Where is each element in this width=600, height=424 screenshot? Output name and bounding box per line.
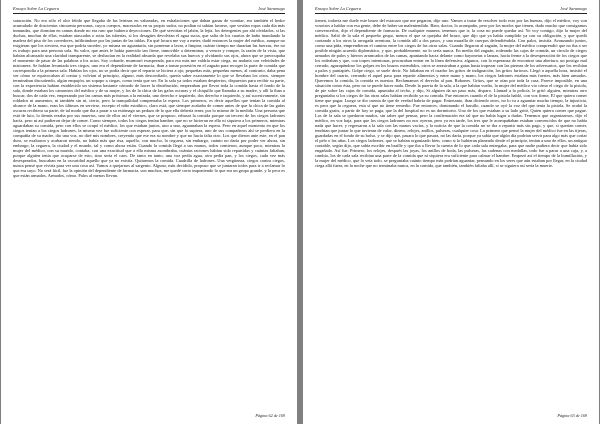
header-rule xyxy=(315,13,587,14)
header-author: José Saramago xyxy=(560,6,587,11)
header-book-title: Ensayo Sobre La Ceguera xyxy=(13,6,60,11)
right-page-header xyxy=(315,6,587,16)
paragraph: saturación. No era sólo el olor fétido que llegaba de las letrinas en vaharadas, en exhalaciones que daban ganas de vomitar, era también el hedor acumulado de doscientas cincuenta personas, cuyos cuerpos, macerados en su propio sudor, no podían ni sabían lavarse, que vestían ropas cada día más inmundas, que dormían en camas donde no era raro que hubiera deyecciones. De qué servirían el jabón, la lejía, los detergentes por ahí olvidados, si las duchas, muchas de ellas, estaban atascadas o rotas las tuberías, si los desagües devolvían el agua sucia, que salía de los cuartos de baño inundando la madera del piso de los corredores, infiltrándose por las juntas de las tablas. En qué locura me voy a meter, dudó entonces la mujer del médico, aunque no exigieran que los sirviera, esa que podría suceder, yo misma no aguantaría, sin ponerme a lavar, a limpiar, cuánto tiempo me durarían las fuerzas, ése no es trabajo para una persona sola. Su valor, que antes le había parecido tan firme, inmovible a determinar, a vencer y romper, la razón de la vista, que habían alcanzado una claridad transparente, se deshacían en la realidad absurda que revelaba sus huecos y olvidando sus ojos, ahora que se preocupaba el momento de pasar de las palabras a los actos. Soy cobarde, murmuró exasperada, para eso más me valdría estar ciega, no andaría con veleidades de misionera. Se habían levantado tres ciegos, uno era el dependiente de farmacia, iban a tomar posesión en el zaguán para recoger la parte de comida que correspondía a la primera sala. Habían los ojos, no se podía decir que el reparto se hiciera a ojo, pequeñas más, pequeñas menos, al contrario, daba pena ver cómo se equivocaban al contar y volvían al principio, alguno, más desconfiado, quería saber exactamente lo que se llevaban los otros, siempre terminaban discutiendo, algún empujón, un sopapo a ciegas, como tenía que ser. En la sala ya todos estaban despiertos, dispuestos para recibir su parte, con la experiencia habían establecido un sistema bastante cómodo de hacer la distribución, empezaban por llevar toda la comida hasta el fondo de la sala, donde estaban los camastros del médico y de su mujer, y los de la chica de las gafas oscuras y el chiquillo que llamaba a su madre, y allí la iban a buscar, dos de cada vez, empezando por las camas más próximas a la entrada, uno derecho e izquierdo, dos derecho e izquierdo, y así sucesivamente, sin roldados ni aumentos, ni también sin ni, cierto, pero la tranquilidad compensaba la espera. Los primeros, es decir aquellos que tenían la comida al alcance de la mano, eran los últimos en servirse, excepto el niño estrábico, claro está, que siempre acababa de comer antes de que la chica de las gafas oscuras recibiera su parte, de tal modo que iba a parar a su estómago un pedazo de lo que ella debería tener, por lo mismo de la medida. Una persona que está de luto, lo demás rezaba por sus muertos, uno de ellos así el viernes, que se propuso, rehusar la comida porque un tercero de los ciegos ladrones hacía, pero ni así pudieron dejar de comer. Como siempre, todos los ciegos tenían hambre, que no se hicieran en ello ni siquiera a los primeros, mientras aguardaban su comida, pero con ellos se ocupó el médico, los que estaban juntos, uno a uno, aguantaban la espera. Pero en aquel momento en que los ciegos tenían a los ciegos ladrones, la misma vez fue suficiente con esperar, para que, sin que lo supiera, uno de sus compañeros ahí se perdiera en la compañía de su madre, dio una voz, no diré mis nombres, creyendo que ese era su nombre y que no hacía falta otro. Los que dieron ante este, en el pan duro, se exaltaron y acabaron riendo, no había más que risa, aquello, con mucho, la ceguera, sin embargo, cuánto no daría por poder ver ahora, sin embargo, la ceguera, la ciudad y el mundo, tal y como ahora están. Cuando la comida llegó a sus manos, todos comieron, aunque poco, mientras la mujer del médico, con su marido, contaba, con una exactitud que a ella misma asombraba, cuántas raciones habían sido repartidas y cuántas faltaban, porque alguien tenía que ocuparse de esto, sino sería el caos. De tanto en tanto, una voz pedía agua, otra pedía pan, y los ciegos, cada vez más desesperados, buscaban en la oscuridad aquello que ya no existía. Quitarmos la comida. Cuadrilla de ladrones. Una vergüenza, ciegos contra ciegos, nunca pensé que viviría para ver una cosa así. Vamos a quejarnos al sargento. Alguno, más decidido, propuso que se juntaran todos para ir a reclamar lo que era suyo. No será fácil, fue la opinión del dependiente de farmacia, son muchos, me quedé corto imponiendo lo que era un grupo grande, y lo peor es que están armados. Armados, cómo. Palos al menos llevan. xyxy=(13,18,285,179)
page-number: Página 63 de 169 xyxy=(557,413,587,418)
header-rule xyxy=(13,13,285,14)
page-number: Página 62 de 169 xyxy=(255,413,285,418)
left-page xyxy=(1,0,297,424)
left-page-body xyxy=(13,18,285,406)
left-page-header xyxy=(13,6,285,16)
header-book-title: Ensayo Sobre La Ceguera xyxy=(315,6,362,11)
right-page-body xyxy=(315,18,587,406)
header-author: José Saramago xyxy=(258,6,285,11)
right-page xyxy=(303,0,599,424)
paragraph: tienen, todavía me duele este brazo del estacazo que me pegaron, dijo uno. Vamos a tratar de resolver todo esto por las buenas, dijo el médico, voy con vosotros a hablar con esa gente, debe de haber un malentendido. Bien, doctor, lo acompaño, pero por los modos que tienen, dudo mucho que consigamos convencerlos, dijo el dependiente de farmacia. De cualquier manera, tenemos que ir, la cosa no puede quedar así. Yo voy contigo, dijo la mujer del médico. Salió de la sala el pequeño grupo, menos el que se quejaba del brazo, que dijo que ya había cumplido ya con su obligación, y que quedó contando a los otros la arrogada aventura, la comida allí a dos pasos, y una muralla de cuerpos defendiéndola. Con palos, insistía. Avanzando juntos, como una piña, emprendieron el camino entre los ciegos de las otras salas. Cuando llegaron al zaguán, la mujer del médico comprendió que no iba a ser posible ningún acuerdo diplomático, y que, probablemente, no lo sería nunca. En medio del zaguán, rodeando las cajas de comida, un círculo de ciegos armados de palos y hierros arrancados de las camas, apuntando hacia delante como bayonetas o lanzas, hacía frente a la desesperación de los ciegos que los rodeaban y que, con torpes intentonas, procuraban entrar en la línea defensiva, algunos, con la esperanza de encontrar una abertura, un postigo mal cerrado, agazapándose los golpes en los brazos extendidos, otros se arrastraban a gatas hasta tropezar con las piernas de los adversarios, que los recibían a palos y puntapiés. Golpe ciego, se suele decir. No faltaban en el cuadro los gritos de indignación, los gritos furiosos. Llegó a aquella hora, insistió el hombre del cuarto, cerrando el aquel paso para repartir alimentos y entre mano y mano, los ciegos ladrones estaban más fuertes, más bien armados. Queremos la comida, la comida es nuestra. Reclamamos el derecho al pan. Robones. Gritos, que se oían por toda la casa. Parece imposible, en una situación como ésta, pero no se puede hacer nada. Desde la puerta de la sala, a la que habían vuelto, la mujer del médico vio cómo el ciego de la pistola, de pie sobre las cajas de comida, apuntaba al techo, y dijo, Si alguien da un paso más, disparo. Llamad a la policía, le gritó alguien, mientras otro preguntaba si los ciegos de las otras salas habían recibido ya su comida. Fue entonces cuando el de la pistola habló, con voz firme, El que quiera comer tiene que pagar. Luego se dio cuenta de que de verdad habría de pagar. Entretanto, iban diciendo otros, no lo va a aguantar mucho tiempo, la injusticia, es peor que la ceguera, esta sí que no tiene remedio. Fue entonces, dominando el barullo, cuando se oyó la voz del que tenía la pistola, Se acabó la comida gratis, a partir de hoy se paga, que la del hospital no es un dormitorio. Uno de los que estaban a su lado gritó, Quien quiera comer que pague. Los de la sala se quedaron mudos, sin saber qué pensar, pero la confirmación era tal que no había lugar a dudas. Tenemos que organizarnos, dijo el médico, en voz baja, para que los ciegos ladrones no nos oyeran, pero ya era tarde, los tres que le acompañaban estaban convencidos de que no había nada que hacer, y regresaron a la sala con las manos vacías, y la noticia de que la comida no se iba a repartir más sin pago, y que, si querían comer, tendrían que juntar lo que tuvieran de valor, dinero, relojes, anillos, pulseras, cualquier cosa. Lo primero que pensó la mujer del médico fue en las tijeras, guardadas en el fondo de su bolso, y se dijo que, pasara lo que pasara, no las daría, porque ya sabía que algún día podrían servir para algo más que cortar el pelo o las uñas. Los ciegos ladrones, que se habían organizado bien, como si lo hubieran planeado desde el principio, tenían a uno de ellos, un antiguo contable, según dijo, que sabía escribir en braille y que iba a llevar la cuenta de lo que cada sala entregaba, para que nadie pudiera decir que había sido engañado. Así fue. Primero, los relojes, después las joyas, los anillos de boda, las pulseras, las cadenas con medallas, todo fue a parar a una caja, y, a cambio, los de cada sala recibían una parte de la comida que ni siquiera era suficiente para calmar el hambre. Empezó así el tiempo de la humillación, y la mujer del médico, que lo veía todo, se preguntaba cuánto tiempo más podrían aguantar, pensando en los seres que aún estaban por llegar, en la ciudad ciega allá fuera, en la noche que no terminaba nunca, en la comida, que también, también faltaba allí, si se siguiera así sería la muerte. xyxy=(315,18,587,169)
